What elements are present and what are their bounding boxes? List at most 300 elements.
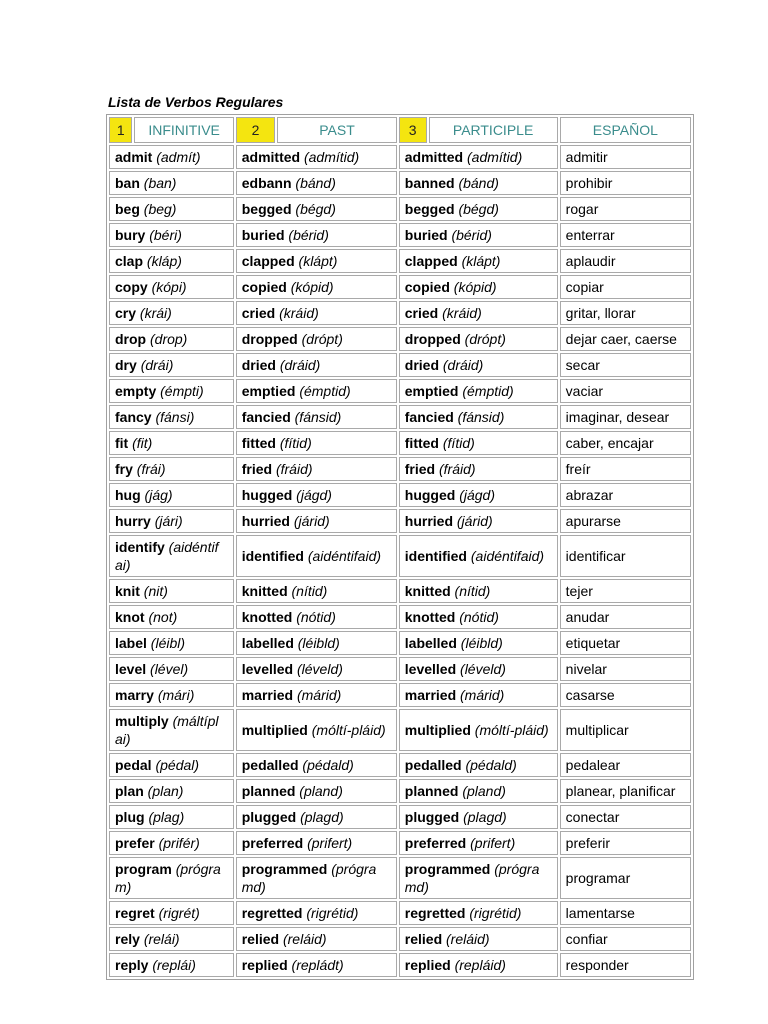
pronunciation: (jágd) <box>459 487 495 503</box>
verb-form: preferred <box>404 835 467 851</box>
table-row <box>109 275 691 299</box>
participle-cell <box>399 405 558 429</box>
pronunciation: (aidéntif ai) <box>115 539 219 573</box>
verb-form: plugged <box>404 809 460 825</box>
verb-form: knot <box>115 609 145 625</box>
participle-cell <box>399 379 558 403</box>
verb-form: ban <box>115 175 140 191</box>
infinitive-cell <box>109 327 234 351</box>
pronunciation: (mári) <box>157 687 195 703</box>
pronunciation: (márid) <box>296 687 342 703</box>
pronunciation: (drái) <box>140 357 174 373</box>
spanish-cell <box>560 831 691 855</box>
table-row <box>109 579 691 603</box>
pronunciation: (kráid) <box>279 305 319 321</box>
participle-cell <box>399 223 558 247</box>
participle-cell <box>399 197 558 221</box>
pronunciation: (lével) <box>150 661 189 677</box>
verb-form: prefer <box>115 835 155 851</box>
pronunciation: (klápt) <box>461 253 501 269</box>
pronunciation: (léibl) <box>150 635 186 651</box>
spanish-cell <box>560 353 691 377</box>
spanish-translation: secar <box>565 357 600 373</box>
pronunciation: (kráid) <box>442 305 482 321</box>
pronunciation: (nítid) <box>454 583 491 599</box>
spanish-cell <box>560 631 691 655</box>
verb-form: emptied <box>404 383 459 399</box>
spanish-cell <box>560 953 691 977</box>
spanish-translation: vaciar <box>565 383 604 399</box>
past-cell <box>236 249 397 273</box>
pronunciation: (nítid) <box>291 583 328 599</box>
infinitive-cell <box>109 301 234 325</box>
verb-form: planned <box>241 783 296 799</box>
pronunciation: (járid) <box>293 513 330 529</box>
verb-form: cried <box>241 305 276 321</box>
pronunciation: (máltípl ai) <box>115 713 219 747</box>
pronunciation: (rigrétid) <box>306 905 359 921</box>
past-cell <box>236 631 397 655</box>
spanish-translation: anudar <box>565 609 610 625</box>
pronunciation: (aidéntifaid) <box>470 548 545 564</box>
verb-form: copy <box>115 279 148 295</box>
verb-form: regret <box>115 905 155 921</box>
pronunciation: (fítid) <box>279 435 312 451</box>
pronunciation: (plag) <box>148 809 185 825</box>
past-cell <box>236 483 397 507</box>
pronunciation: (fráid) <box>275 461 313 477</box>
table-row <box>109 953 691 977</box>
spanish-cell <box>560 709 691 751</box>
verb-form: banned <box>404 175 455 191</box>
pronunciation: (repláid) <box>454 957 506 973</box>
table-row <box>109 457 691 481</box>
verb-form: clap <box>115 253 144 269</box>
table-row <box>109 631 691 655</box>
spanish-cell <box>560 327 691 351</box>
pronunciation: (nótid) <box>459 609 499 625</box>
column-number-3: 3 <box>399 117 427 143</box>
column-number-2: 2 <box>236 117 275 143</box>
verb-form: plug <box>115 809 145 825</box>
header-infinitive: INFINITIVE <box>134 117 233 143</box>
past-cell <box>236 927 397 951</box>
spanish-cell <box>560 379 691 403</box>
infinitive-cell <box>109 709 234 751</box>
pronunciation: (járid) <box>456 513 493 529</box>
verb-form: levelled <box>241 661 294 677</box>
spanish-translation: responder <box>565 957 629 973</box>
verb-form: planned <box>404 783 459 799</box>
table-row <box>109 353 691 377</box>
pronunciation: (fánsi) <box>155 409 195 425</box>
pronunciation: (fítid) <box>442 435 475 451</box>
pronunciation: (jágd) <box>296 487 332 503</box>
past-cell <box>236 353 397 377</box>
participle-cell <box>399 779 558 803</box>
pronunciation: (bégd) <box>295 201 336 217</box>
spanish-cell <box>560 457 691 481</box>
table-row <box>109 831 691 855</box>
pronunciation: (plagd) <box>463 809 507 825</box>
verb-form: replied <box>404 957 451 973</box>
verb-form: copied <box>404 279 450 295</box>
pronunciation: (léibld) <box>460 635 503 651</box>
verb-form: identified <box>404 548 467 564</box>
verbs-table <box>106 114 694 980</box>
verb-form: knotted <box>404 609 456 625</box>
spanish-cell <box>560 197 691 221</box>
infinitive-cell <box>109 579 234 603</box>
spanish-translation: admitir <box>565 149 608 165</box>
verb-form: plugged <box>241 809 297 825</box>
table-row <box>109 327 691 351</box>
spanish-translation: prohibir <box>565 175 613 191</box>
verb-form: labelled <box>241 635 294 651</box>
spanish-cell <box>560 535 691 577</box>
verb-form: replied <box>241 957 288 973</box>
verb-form: program <box>115 861 172 877</box>
verb-form: levelled <box>404 661 457 677</box>
verb-form: hurried <box>404 513 453 529</box>
pronunciation: (relái) <box>143 931 180 947</box>
verb-form: fancy <box>115 409 152 425</box>
spanish-translation: pedalear <box>565 757 621 773</box>
past-cell <box>236 709 397 751</box>
spanish-cell <box>560 579 691 603</box>
verb-form: regretted <box>241 905 303 921</box>
past-cell <box>236 605 397 629</box>
past-cell <box>236 535 397 577</box>
table-row <box>109 779 691 803</box>
participle-cell <box>399 275 558 299</box>
verb-form: regretted <box>404 905 466 921</box>
pronunciation: (fráid) <box>439 461 476 477</box>
pronunciation: (not) <box>148 609 178 625</box>
spanish-cell <box>560 301 691 325</box>
verb-form: programmed <box>404 861 491 877</box>
table-row <box>109 171 691 195</box>
participle-cell <box>399 353 558 377</box>
pronunciation: (nit) <box>143 583 168 599</box>
verb-form: dried <box>404 357 439 373</box>
verb-form: multiplied <box>241 722 308 738</box>
spanish-translation: gritar, llorar <box>565 305 636 321</box>
column-number-1: 1 <box>109 117 132 143</box>
pronunciation: (léveld) <box>460 661 506 677</box>
pronunciation: (pland) <box>462 783 506 799</box>
participle-cell <box>399 171 558 195</box>
spanish-translation: freír <box>565 461 591 477</box>
past-cell <box>236 579 397 603</box>
pronunciation: (reláid) <box>446 931 490 947</box>
pronunciation: (kópid) <box>453 279 497 295</box>
spanish-translation: dejar caer, caerse <box>565 331 677 347</box>
spanish-translation: casarse <box>565 687 615 703</box>
spanish-cell <box>560 805 691 829</box>
spanish-translation: imaginar, desear <box>565 409 670 425</box>
pronunciation: (admít) <box>156 149 201 165</box>
pronunciation: (repládt) <box>291 957 344 973</box>
verb-form: multiplied <box>404 722 471 738</box>
pronunciation: (bánd) <box>295 175 336 191</box>
spanish-translation: conectar <box>565 809 620 825</box>
past-cell <box>236 831 397 855</box>
past-cell <box>236 379 397 403</box>
spanish-translation: enterrar <box>565 227 615 243</box>
participle-cell <box>399 327 558 351</box>
verb-form: hugged <box>404 487 456 503</box>
spanish-translation: apurarse <box>565 513 621 529</box>
spanish-translation: aplaudir <box>565 253 616 269</box>
infinitive-cell <box>109 431 234 455</box>
past-cell <box>236 857 397 899</box>
past-cell <box>236 171 397 195</box>
past-cell <box>236 431 397 455</box>
verb-form: knit <box>115 583 140 599</box>
spanish-translation: lamentarse <box>565 905 635 921</box>
verb-form: fitted <box>241 435 276 451</box>
spanish-translation: multiplicar <box>565 722 629 738</box>
participle-cell <box>399 631 558 655</box>
infinitive-cell <box>109 805 234 829</box>
past-cell <box>236 779 397 803</box>
pronunciation: (léibld) <box>297 635 340 651</box>
pronunciation: (aidéntifaid) <box>307 548 382 564</box>
pronunciation: (rigrétid) <box>469 905 522 921</box>
pronunciation: (jári) <box>154 513 183 529</box>
verb-form: label <box>115 635 147 651</box>
pronunciation: (pédald) <box>465 757 517 773</box>
pronunciation: (émptid) <box>299 383 351 399</box>
verb-form: drop <box>115 331 147 347</box>
table-row <box>109 301 691 325</box>
pronunciation: (pédal) <box>155 757 200 773</box>
verb-form: level <box>115 661 147 677</box>
header-past: PAST <box>277 117 397 143</box>
infinitive-cell <box>109 483 234 507</box>
spanish-translation: tejer <box>565 583 593 599</box>
pronunciation: (fit) <box>132 435 153 451</box>
pronunciation: (pland) <box>299 783 343 799</box>
pronunciation: (fánsid) <box>294 409 342 425</box>
participle-cell <box>399 579 558 603</box>
past-cell <box>236 405 397 429</box>
table-row <box>109 605 691 629</box>
spanish-cell <box>560 509 691 533</box>
pronunciation: (márid) <box>460 687 505 703</box>
infinitive-cell <box>109 145 234 169</box>
infinitive-cell <box>109 249 234 273</box>
table-row <box>109 901 691 925</box>
verb-form: admitted <box>241 149 301 165</box>
verb-form: married <box>241 687 294 703</box>
table-row <box>109 249 691 273</box>
table-row <box>109 431 691 455</box>
verb-form: relied <box>241 931 280 947</box>
past-cell <box>236 145 397 169</box>
pronunciation: (klápt) <box>298 253 338 269</box>
verb-form: bury <box>115 227 146 243</box>
pronunciation: (admítid) <box>467 149 523 165</box>
infinitive-cell <box>109 535 234 577</box>
pronunciation: (kópid) <box>290 279 334 295</box>
spanish-translation: abrazar <box>565 487 614 503</box>
table-row <box>109 145 691 169</box>
infinitive-cell <box>109 753 234 777</box>
infinitive-cell <box>109 353 234 377</box>
pronunciation: (móltí-pláid) <box>311 722 386 738</box>
past-cell <box>236 509 397 533</box>
infinitive-cell <box>109 405 234 429</box>
past-cell <box>236 805 397 829</box>
spanish-translation: confiar <box>565 931 608 947</box>
table-row <box>109 805 691 829</box>
verb-form: clapped <box>241 253 295 269</box>
spanish-cell <box>560 753 691 777</box>
participle-cell <box>399 953 558 977</box>
infinitive-cell <box>109 901 234 925</box>
verb-form: plan <box>115 783 144 799</box>
verb-form: preferred <box>241 835 304 851</box>
verb-form: relied <box>404 931 443 947</box>
spanish-cell <box>560 171 691 195</box>
past-cell <box>236 457 397 481</box>
pronunciation: (drop) <box>150 331 188 347</box>
verb-form: edbann <box>241 175 292 191</box>
table-row <box>109 683 691 707</box>
pronunciation: (prifert) <box>307 835 353 851</box>
participle-cell <box>399 431 558 455</box>
infinitive-cell <box>109 657 234 681</box>
table-header-row <box>109 117 691 143</box>
participle-cell <box>399 145 558 169</box>
participle-cell <box>399 709 558 751</box>
participle-cell <box>399 831 558 855</box>
table-row <box>109 657 691 681</box>
spanish-cell <box>560 779 691 803</box>
spanish-translation: caber, encajar <box>565 435 654 451</box>
past-cell <box>236 901 397 925</box>
participle-cell <box>399 457 558 481</box>
table-row <box>109 753 691 777</box>
pronunciation: (bégd) <box>458 201 499 217</box>
verb-form: fry <box>115 461 133 477</box>
spanish-translation: copiar <box>565 279 604 295</box>
infinitive-cell <box>109 275 234 299</box>
spanish-cell <box>560 605 691 629</box>
verb-form: knitted <box>241 583 288 599</box>
infinitive-cell <box>109 857 234 899</box>
pronunciation: (nótid) <box>296 609 336 625</box>
spanish-translation: programar <box>565 870 631 886</box>
pronunciation: (plan) <box>147 783 184 799</box>
verb-form: hurry <box>115 513 151 529</box>
infinitive-cell <box>109 509 234 533</box>
verb-form: fitted <box>404 435 439 451</box>
pronunciation: (bérid) <box>451 227 492 243</box>
participle-cell <box>399 301 558 325</box>
spanish-cell <box>560 249 691 273</box>
pronunciation: (frái) <box>136 461 166 477</box>
verb-form: cried <box>404 305 439 321</box>
verb-form: fried <box>241 461 273 477</box>
past-cell <box>236 197 397 221</box>
pronunciation: (kópi) <box>151 279 187 295</box>
verb-form: beg <box>115 201 140 217</box>
table-row <box>109 197 691 221</box>
infinitive-cell <box>109 223 234 247</box>
past-cell <box>236 753 397 777</box>
participle-cell <box>399 927 558 951</box>
participle-cell <box>399 657 558 681</box>
verb-form: fried <box>404 461 436 477</box>
pronunciation: (bánd) <box>458 175 499 191</box>
pronunciation: (admítid) <box>303 149 360 165</box>
verb-form: married <box>404 687 457 703</box>
pronunciation: (drópt) <box>464 331 506 347</box>
spanish-cell <box>560 483 691 507</box>
verb-form: begged <box>404 201 455 217</box>
participle-cell <box>399 805 558 829</box>
verb-form: hurried <box>241 513 290 529</box>
verb-form: reply <box>115 957 149 973</box>
verb-form: copied <box>241 279 287 295</box>
spanish-cell <box>560 405 691 429</box>
table-row <box>109 223 691 247</box>
past-cell <box>236 327 397 351</box>
participle-cell <box>399 249 558 273</box>
pronunciation: (bérid) <box>288 227 329 243</box>
table-row <box>109 535 691 577</box>
verb-form: dried <box>241 357 276 373</box>
infinitive-cell <box>109 631 234 655</box>
verb-form: dropped <box>241 331 298 347</box>
pronunciation: (prifert) <box>470 835 516 851</box>
verb-form: fancied <box>404 409 454 425</box>
verb-form: clapped <box>404 253 458 269</box>
spanish-translation: etiquetar <box>565 635 621 651</box>
participle-cell <box>399 483 558 507</box>
participle-cell <box>399 683 558 707</box>
spanish-cell <box>560 683 691 707</box>
pronunciation: (móltí-pláid) <box>474 722 549 738</box>
infinitive-cell <box>109 197 234 221</box>
verb-form: cry <box>115 305 137 321</box>
verb-form: knotted <box>241 609 293 625</box>
verb-form: buried <box>404 227 448 243</box>
verb-form: fit <box>115 435 129 451</box>
pronunciation: (léveld) <box>297 661 343 677</box>
verb-form: marry <box>115 687 154 703</box>
verb-form: programmed <box>241 861 328 877</box>
pronunciation: (prifér) <box>158 835 200 851</box>
pronunciation: (replái) <box>152 957 196 973</box>
past-cell <box>236 657 397 681</box>
infinitive-cell <box>109 457 234 481</box>
verb-form: fancied <box>241 409 291 425</box>
verb-form: rely <box>115 931 140 947</box>
infinitive-cell <box>109 171 234 195</box>
spanish-translation: planear, planificar <box>565 783 676 799</box>
infinitive-cell <box>109 379 234 403</box>
pronunciation: (kláp) <box>146 253 182 269</box>
infinitive-cell <box>109 605 234 629</box>
pronunciation: (beg) <box>143 201 177 217</box>
header-participle: PARTICIPLE <box>429 117 558 143</box>
pronunciation: (jág) <box>144 487 173 503</box>
past-cell <box>236 275 397 299</box>
